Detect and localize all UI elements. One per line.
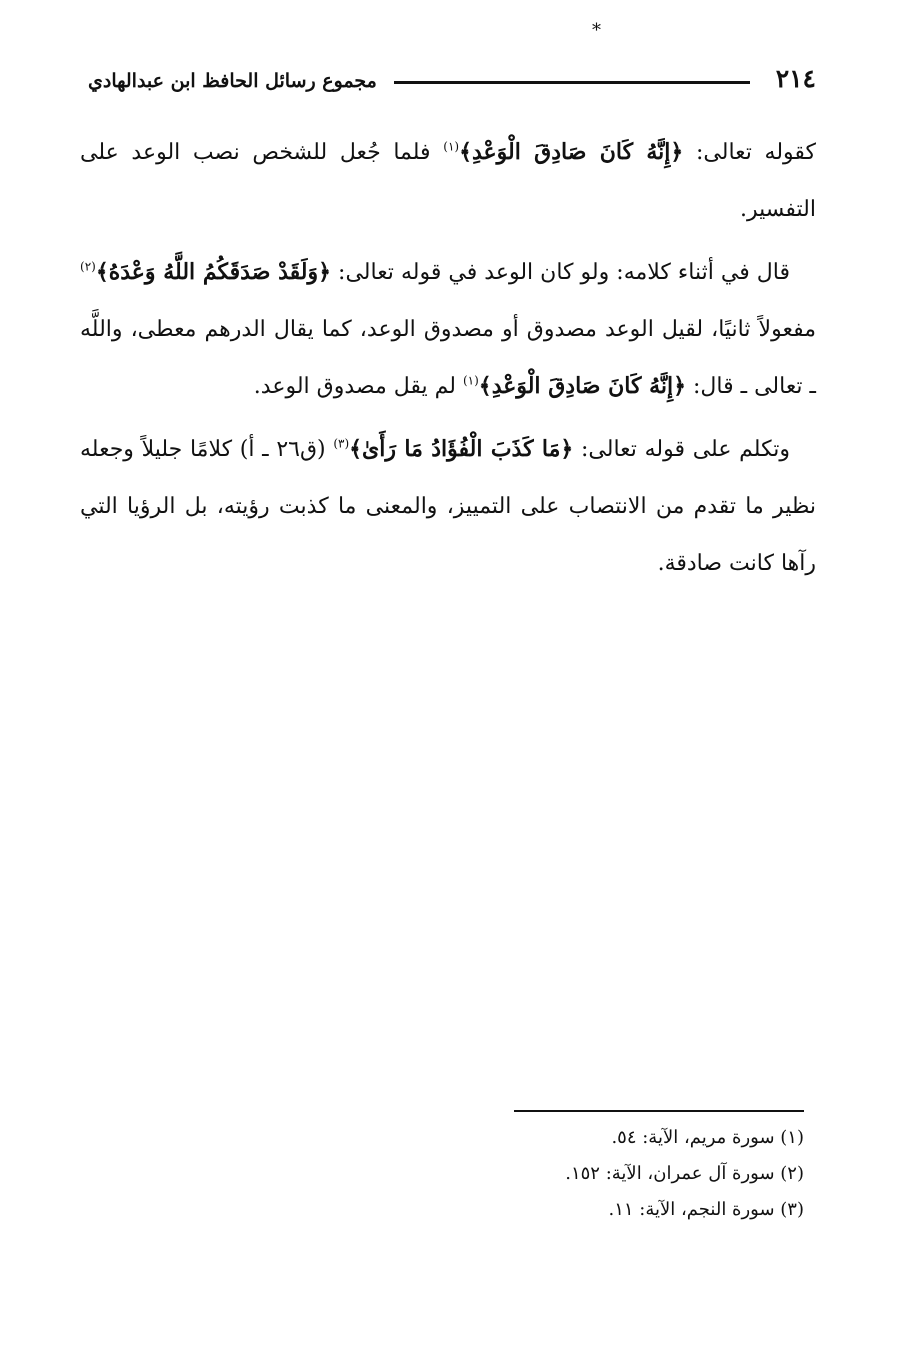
paragraph-3-text-a: وتكلم على قوله تعالى: bbox=[573, 437, 790, 462]
paragraph-1-text-a: كقوله تعالى: bbox=[683, 140, 817, 165]
main-text bbox=[80, 124, 816, 592]
paragraph-2-text-c: لم يقل مصدوق الوعد. bbox=[253, 374, 463, 399]
page-number: ٢١٤ bbox=[775, 64, 816, 93]
footnotes bbox=[504, 1110, 804, 1228]
footnote-1: (١) سورة مريم، الآية: ٥٤. bbox=[611, 1127, 804, 1148]
header-rule bbox=[394, 81, 750, 84]
paragraph-3-text-b: (ق٢٦ ـ أ) كلامًا جليلاً وجعله نظير ما تقدم من الانتصاب على التمييز، والمعنى ما كذبت رؤيته، بل الرؤيا التي رآها كانت صادقة. bbox=[80, 437, 816, 576]
footnote-ref-2: (٢) bbox=[80, 259, 96, 274]
paragraph-2-text-a: قال في أثناء كلامه: ولو كان الوعد في قوله تعالى: bbox=[331, 260, 790, 285]
quran-verse: ﴿إِنَّهُ كَانَ صَادِقَ الْوَعْدِ﴾ bbox=[459, 139, 684, 165]
running-header bbox=[88, 64, 816, 100]
paragraph-3 bbox=[80, 421, 816, 592]
footnote-ref-3: (٣) bbox=[333, 436, 350, 451]
paragraph-2-text-b: مفعولاً ثانيًا، لقيل الوعد مصدوق أو مصدوق الوعد، كما يقال الدرهم معطى، واللَّه ـ تعالى ـ قال: bbox=[80, 317, 816, 399]
footnote-rule bbox=[514, 1110, 804, 1112]
quran-verse: ﴿إِنَّهُ كَانَ صَادِقَ الْوَعْدِ﴾ bbox=[478, 373, 687, 399]
top-mark: * bbox=[592, 20, 601, 41]
footnote-ref-1: (١) bbox=[462, 373, 479, 388]
footnote-ref-1: (١) bbox=[443, 139, 460, 154]
paragraph-1 bbox=[80, 124, 816, 238]
quran-verse: ﴿وَلَقَدْ صَدَقَكُمُ اللَّهُ وَعْدَهُ﴾ bbox=[95, 259, 331, 285]
paragraph-2 bbox=[80, 244, 816, 415]
book-title: مجموع رسائل الحافظ ابن عبدالهادي bbox=[88, 70, 377, 92]
footnote-3: (٣) سورة النجم، الآية: ١١. bbox=[608, 1199, 804, 1220]
footnote-2: (٢) سورة آل عمران، الآية: ١٥٢. bbox=[565, 1163, 804, 1184]
paragraph-1-text-b: فلما جُعل للشخص نصب الوعد على التفسير. bbox=[80, 140, 816, 222]
quran-verse: ﴿مَا كَذَبَ الْفُؤَادُ مَا رَأَىٰ﴾ bbox=[349, 436, 574, 462]
